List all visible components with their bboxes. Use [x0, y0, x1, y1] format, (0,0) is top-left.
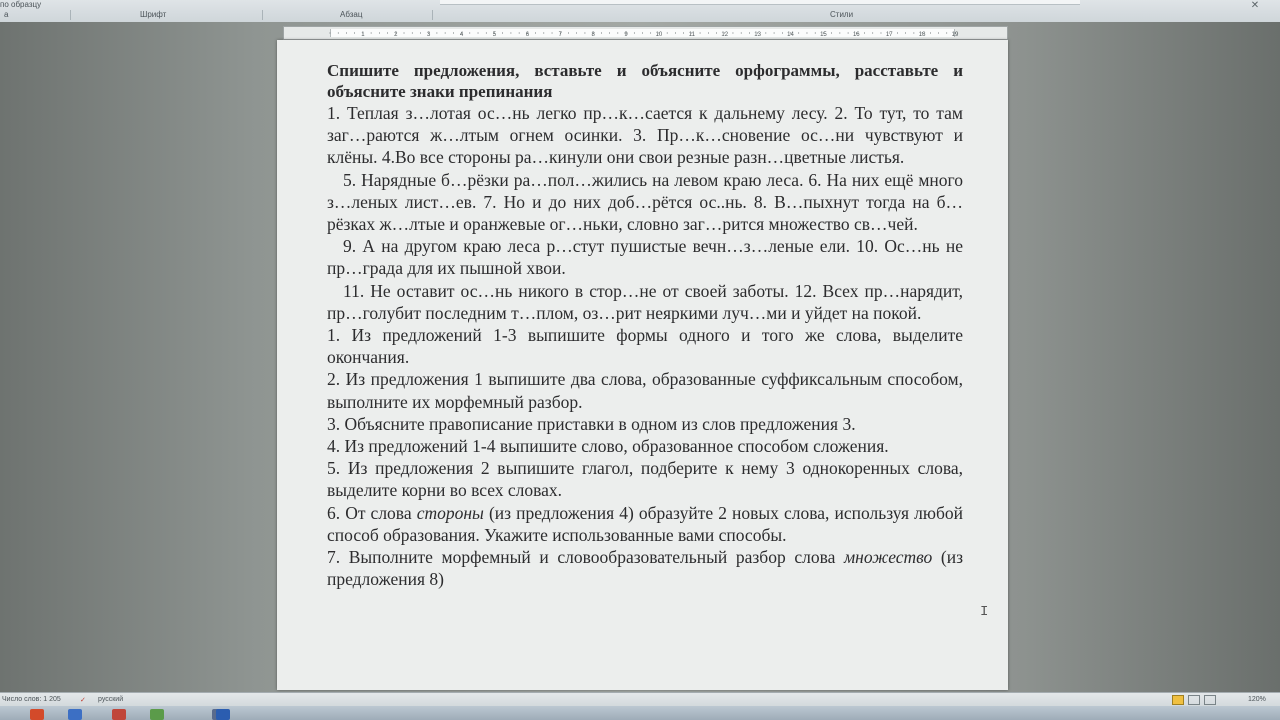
- language-indicator[interactable]: русский: [98, 696, 124, 703]
- ruler-tick-label: 12: [721, 32, 729, 38]
- word-taskbar-icon[interactable]: [216, 709, 230, 720]
- task-6-italic-word: стороны: [416, 502, 484, 523]
- clipboard-group-fragment: а: [4, 10, 9, 19]
- status-bar: [0, 692, 1280, 707]
- task-6-after: (из предложения 4) образуйте 2 новых слова, используя любой способ образования. Укажите использованные вами способы.: [327, 502, 964, 545]
- task-5: 5. Из предложения 2 выпишите глагол, подберите к нему 3 однокоренных слова, выделите корни во всех словах.: [327, 458, 963, 501]
- task-3: 3. Объясните правописание приставки в одном из слов предложения 3.: [327, 413, 856, 434]
- app-icon[interactable]: [112, 709, 126, 720]
- ruler-tick-label: 4: [459, 32, 464, 38]
- paragraph-4: 11. Не оставит ос…нь никого в стор…не от своей заботы. 12. Всех пр…нарядит, пр…голубит последним т…плом, оз…рит неяркими луч…ми и уйдет на покой.: [327, 280, 963, 323]
- styles-group-label: Стили: [830, 10, 854, 19]
- ruler-tick-label: 19: [951, 32, 959, 38]
- text-cursor-icon: I: [980, 604, 989, 620]
- paragraph-1: 1. Теплая з…лотая ос…нь легко пр…к…сается к дальнему лесу. 2. То тут, то там заг…раются ж…лтым огнем осинки. 3. Пр…к…сновение ос…ни чувствуют и клёны. 4.Во все стороны ра…кинули они свои резные разн…цветные листья.: [327, 103, 963, 168]
- task-4: 4. Из предложений 1-4 выпишите слово, образованное способом сложения.: [327, 436, 889, 457]
- close-icon[interactable]: ✕: [1250, 0, 1260, 11]
- ribbon-separator: [70, 10, 71, 20]
- ruler-tick-label: 14: [787, 32, 794, 38]
- ruler-tick-label: 15: [820, 32, 827, 38]
- font-group-label: Шрифт: [140, 10, 167, 19]
- paragraph-2: 5. Нарядные б…рёзки ра…пол…жились на левом краю леса. 6. На них ещё много з…леных лист…ев. 7. Но и до них доб…рётся ос..нь. 8. В…пыхнут тогда на б…рёзках ж…лтые и оранжевые ог…ньки, словно заг…рится множество св…чей.: [327, 169, 963, 235]
- format-painter-label[interactable]: по образцу: [0, 0, 42, 9]
- ruler-tick-label: 7: [558, 32, 562, 38]
- full-screen-icon[interactable]: [1188, 695, 1200, 705]
- styles-gallery[interactable]: [440, 0, 1080, 5]
- powerpoint-icon[interactable]: [30, 709, 44, 720]
- task-6: [327, 502, 963, 546]
- print-layout-icon[interactable]: [1172, 695, 1184, 705]
- ribbon: [0, 0, 1280, 23]
- ruler-tick-label: 8: [591, 32, 595, 38]
- ruler-tick-label: 11: [688, 32, 695, 38]
- ruler-tick-label: 1: [361, 32, 365, 38]
- document-body[interactable]: [327, 60, 963, 590]
- task-1: 1. Из предложений 1-3 выпишите формы одного и того же слова, выделите окончания.: [327, 325, 963, 368]
- horizontal-ruler[interactable]: [283, 26, 1008, 40]
- ruler-tick-label: 6: [525, 32, 530, 38]
- ribbon-separator: [262, 10, 263, 20]
- app-icon[interactable]: [150, 709, 164, 720]
- ribbon-separator: [432, 10, 433, 20]
- task-7: [327, 546, 963, 590]
- ruler-tick-label: 13: [754, 32, 761, 38]
- document-page[interactable]: [277, 40, 1008, 690]
- taskbar: [0, 706, 1280, 720]
- paragraph-3: 9. А на другом краю леса р…стут пушистые вечн…з…леные ели. 10. Ос…нь не пр…града для их пышной хвои.: [327, 236, 963, 279]
- web-layout-icon[interactable]: [1204, 695, 1216, 705]
- task-6-before: 6. От слова: [327, 502, 417, 523]
- spellcheck-icon[interactable]: ✓: [80, 697, 86, 704]
- document-heading: Спишите предложения, вставьте и объясните орфограммы, расставьте и объясните знаки препинания: [327, 61, 963, 101]
- task-7-before: 7. Выполните морфемный и словообразовательный разбор слова: [327, 547, 844, 568]
- ruler-ticks: [284, 27, 1007, 39]
- ruler-tick-label: 3: [427, 32, 431, 38]
- ruler-tick-label: 10: [655, 32, 663, 38]
- ruler-tick-label: 16: [852, 32, 860, 38]
- task-2: 2. Из предложения 1 выпишите два слова, образованные суффиксальным способом, выполните их морфемный разбор.: [327, 369, 963, 412]
- word-count[interactable]: Число слов: 1 205: [2, 696, 61, 703]
- task-7-italic-word: множество: [843, 547, 933, 568]
- paragraph-group-label: Абзац: [340, 10, 363, 19]
- ruler-tick-label: 17: [885, 32, 893, 38]
- ruler-tick-label: 18: [918, 32, 926, 38]
- zoom-level[interactable]: 120%: [1248, 696, 1266, 703]
- word-icon[interactable]: [68, 709, 82, 720]
- ruler-tick-label: 9: [624, 32, 628, 38]
- ruler-tick-label: 5: [492, 32, 497, 38]
- task-7-after: (из предложения 8): [327, 547, 963, 590]
- ruler-tick-label: 2: [394, 32, 398, 38]
